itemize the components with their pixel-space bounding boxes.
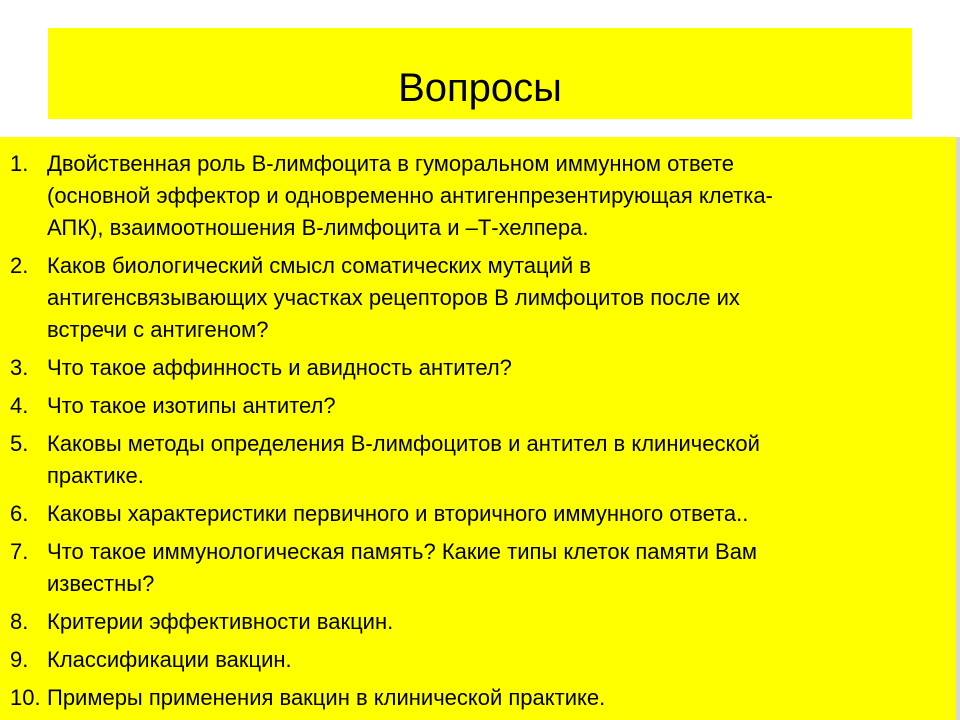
question-number: 7.: [10, 539, 29, 564]
question-number: 1.: [10, 151, 29, 176]
questions-list: [10, 148, 935, 720]
question-text: Что такое аффинность и авидность антител?: [47, 355, 512, 380]
question-item: [10, 148, 935, 244]
question-item: [10, 352, 935, 384]
question-text: Двойственная роль В-лимфоцита в гуморальном иммунном ответе (основной эффектор и одновременно антигенпрезентирующая клетка- АПК), взаимоотношения В-лимфоцита и –Т-хелпера.: [47, 151, 773, 240]
question-item: [10, 428, 935, 492]
questions-panel: [0, 137, 956, 720]
question-item: [10, 390, 935, 422]
question-number: 5.: [10, 431, 29, 456]
question-number: 3.: [10, 355, 29, 380]
question-text: Каковы характеристики первичного и вторичного иммунного ответа..: [47, 501, 749, 526]
question-item: [10, 498, 935, 530]
question-item: [10, 682, 935, 714]
question-text: Каков биологический смысл соматических мутаций в антигенсвязывающих участках рецепторов В лимфоцитов после их встречи с антигеном?: [47, 253, 740, 342]
slide-title: Вопросы: [398, 66, 562, 110]
question-text: Критерии эффективности вакцин.: [47, 609, 394, 634]
question-item: [10, 644, 935, 676]
question-text: Классификации вакцин.: [47, 647, 292, 672]
question-text: Каковы методы определения В-лимфоцитов и антител в клинической практике.: [47, 431, 760, 488]
question-text: Что такое иммунологическая память? Какие типы клеток памяти Вам известны?: [47, 539, 758, 596]
question-text: Что такое изотипы антител?: [47, 393, 336, 418]
question-item: [10, 250, 935, 346]
question-number: 2.: [10, 253, 29, 278]
question-number: 10.: [10, 685, 41, 710]
title-panel: [48, 28, 912, 119]
question-number: 6.: [10, 501, 29, 526]
panel-edge: [956, 137, 960, 720]
question-number: 9.: [10, 647, 29, 672]
question-number: 8.: [10, 609, 29, 634]
question-item: [10, 606, 935, 638]
question-number: 4.: [10, 393, 29, 418]
question-text: Примеры применения вакцин в клинической практике.: [47, 685, 606, 710]
question-item: [10, 536, 935, 600]
